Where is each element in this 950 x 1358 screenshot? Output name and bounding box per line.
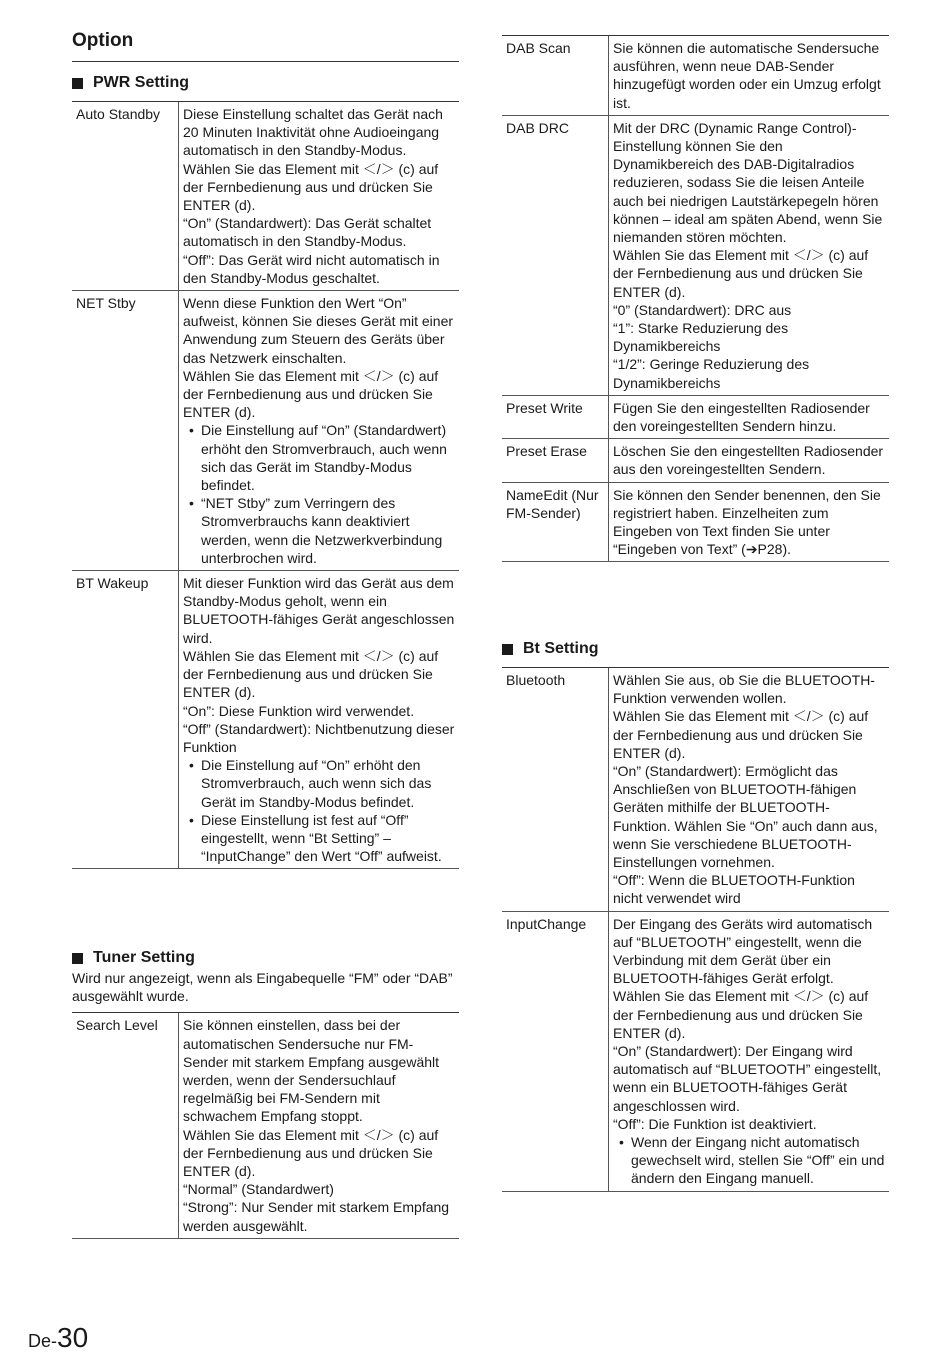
page-number: De- 30 xyxy=(28,1322,89,1353)
setting-description xyxy=(609,668,890,911)
description-paragraph: Fügen Sie den eingestellten Radiosender den voreingestellten Sendern hinzu. xyxy=(613,399,870,435)
setting-description xyxy=(179,571,460,869)
setting-name: BT Wakeup xyxy=(72,571,179,869)
description-paragraph: Wählen Sie das Element mit ＜/＞ (c) auf der Fernbedienung aus und drücken Sie ENTER (d). xyxy=(613,988,869,1041)
setting-name: Auto Standby xyxy=(72,102,179,291)
description-paragraph: “On”: Diese Funktion wird verwendet. xyxy=(183,702,415,719)
setting-name: Preset Erase xyxy=(502,439,609,482)
note-list xyxy=(183,756,455,865)
note-list xyxy=(183,421,455,567)
tuner-cont-table xyxy=(502,36,889,562)
note-item: • Die Einstellung auf “On” (Standardwert) erhöht den Stromverbrauch, auch wenn sich das Gerät im Standby-Modus befindet. xyxy=(201,421,455,494)
note-item: • Wenn der Eingang nicht automatisch gewechselt wird, stellen Sie “Off” ein und ändern den Eingang manuell. xyxy=(631,1133,885,1188)
description-paragraph: “Off”: Das Gerät wird nicht automatisch in den Standby-Modus geschaltet. xyxy=(183,251,440,286)
setting-description xyxy=(179,102,460,291)
setting-name: NET Stby xyxy=(72,291,179,571)
setting-name: Search Level xyxy=(72,1013,179,1238)
table-row xyxy=(72,1013,459,1238)
setting-name: Preset Write xyxy=(502,395,609,438)
tuner-heading: Tuner Setting xyxy=(72,949,459,967)
description-paragraph: Wählen Sie das Element mit ＜/＞ (c) auf der Fernbedienung aus und drücken Sie ENTER (d). xyxy=(183,647,439,701)
description-paragraph: “On” (Standardwert): Der Eingang wird automatisch auf “BLUETOOTH” eingestellt, wenn ein BLUETOOTH-fähiges Gerät angeschlossen wird. xyxy=(613,1043,882,1114)
bt-section xyxy=(502,640,889,1192)
pwr-heading: PWR Setting xyxy=(72,74,459,92)
pwr-section xyxy=(72,61,459,869)
description-paragraph: Wählen Sie das Element mit ＜/＞ (c) auf der Fernbedienung aus und drücken Sie ENTER (d). xyxy=(183,367,439,421)
description-paragraph: Löschen Sie den eingestellten Radiosender aus den voreingestellten Sendern. xyxy=(613,443,884,478)
table-row xyxy=(502,482,889,562)
setting-description xyxy=(609,395,890,438)
description-paragraph: “Off”: Die Funktion ist deaktiviert. xyxy=(613,1115,817,1132)
tuner-section xyxy=(72,949,459,1239)
description-paragraph: Wählen Sie das Element mit ＜/＞ (c) auf der Fernbedienung aus und drücken Sie ENTER (d). xyxy=(613,247,869,300)
square-bullet-icon xyxy=(72,953,83,964)
square-bullet-icon xyxy=(502,644,513,655)
setting-name: InputChange xyxy=(502,911,609,1191)
description-paragraph: Mit der DRC (Dynamic Range Control)-Einstellung können Sie den Dynamikbereich des DAB-Digitalradios reduzieren, sodass Sie die leisen Anteile auch bei niedrigen Lautstärkepegeln hören können – ideal am späten Abend, wenn Sie niemanden stören möchten. xyxy=(613,119,883,246)
description-paragraph: “Off” (Standardwert): Nichtbenutzung dieser Funktion xyxy=(183,720,455,755)
setting-name: NameEdit (Nur FM-Sender) xyxy=(502,482,609,562)
description-paragraph: Mit dieser Funktion wird das Gerät aus dem Standby-Modus geholt, wenn ein BLUETOOTH-fähiges Gerät angeschlossen wird. xyxy=(183,575,455,646)
table-row xyxy=(502,36,889,115)
table-row xyxy=(72,102,459,291)
description-paragraph: Wählen Sie das Element mit ＜/＞ (c) auf der Fernbedienung aus und drücken Sie ENTER (d). xyxy=(183,160,439,214)
setting-description xyxy=(609,911,890,1191)
description-paragraph: Sie können einstellen, dass bei der automatischen Sendersuche nur FM-Sender mit starkem Empfang ausgewählt werden, wenn der Sendersuchlauf regelmäßig bei FM-Sendern mit schwachem Empfang stoppt. xyxy=(183,1017,440,1125)
setting-name: DAB Scan xyxy=(502,36,609,115)
bt-table xyxy=(502,668,889,1192)
description-paragraph: “Off”: Wenn die BLUETOOTH-Funktion nicht verwendet wird xyxy=(613,872,855,907)
note-item: • Diese Einstellung ist fest auf “Off” eingestellt, wenn “Bt Setting” – “InputChange” den Wert “Off” aufweist. xyxy=(201,811,455,866)
table-row xyxy=(502,395,889,438)
setting-description xyxy=(609,115,890,395)
note-item: • Die Einstellung auf “On” erhöht den Stromverbrauch, auch wenn sich das Gerät im Standby-Modus befindet. xyxy=(201,756,455,811)
table-row xyxy=(72,571,459,869)
setting-name: Bluetooth xyxy=(502,668,609,911)
setting-description xyxy=(179,1013,460,1238)
setting-description xyxy=(609,439,890,482)
description-paragraph: “1/2”: Geringe Reduzierung des Dynamikbereichs xyxy=(613,356,810,391)
tuner-continued xyxy=(502,35,889,562)
description-paragraph: Wenn diese Funktion den Wert “On” aufweist, können Sie dieses Gerät mit einer Anwendung zum Steuern des Geräts über das Netzwerk einschalten. xyxy=(183,295,454,366)
table-row xyxy=(502,911,889,1191)
tuner-table xyxy=(72,1013,459,1238)
description-paragraph: Wählen Sie aus, ob Sie die BLUETOOTH-Funktion verwenden wollen. xyxy=(613,672,875,707)
description-paragraph: Diese Einstellung schaltet das Gerät nach 20 Minuten Inaktivität ohne Audioeingang automatisch in den Standby-Modus. xyxy=(183,106,443,159)
square-bullet-icon xyxy=(72,78,83,89)
setting-description xyxy=(609,36,890,115)
pwr-table xyxy=(72,102,459,869)
description-paragraph: “0” (Standardwert): DRC aus xyxy=(613,301,792,318)
description-paragraph: “1”: Starke Reduzierung des Dynamikbereichs xyxy=(613,320,789,355)
description-paragraph: Wählen Sie das Element mit ＜/＞ (c) auf der Fernbedienung aus und drücken Sie ENTER (d). xyxy=(613,708,869,761)
table-row xyxy=(72,291,459,571)
tuner-intro: Wird nur angezeigt, wenn als Eingabequelle “FM” oder “DAB” ausgewählt wurde. xyxy=(72,970,453,1005)
bt-heading: Bt Setting xyxy=(502,640,889,658)
setting-name: DAB DRC xyxy=(502,115,609,395)
table-row xyxy=(502,668,889,911)
divider xyxy=(72,61,459,62)
table-row xyxy=(502,439,889,482)
table-row xyxy=(502,115,889,395)
description-paragraph: “Normal” (Standardwert) xyxy=(183,1181,334,1198)
note-item: • “NET Stby” zum Verringern des Stromverbrauchs kann deaktiviert werden, wenn die Netzwerkverbindung unterbrochen wird. xyxy=(201,494,455,567)
setting-description xyxy=(179,291,460,571)
section-title: Option xyxy=(72,30,134,51)
description-paragraph: Sie können den Sender benennen, den Sie registriert haben. Einzelheiten zum Eingeben von Text finden Sie unter “Eingeben von Text” (➔P28). xyxy=(613,486,881,558)
note-list xyxy=(613,1133,885,1188)
description-paragraph: Der Eingang des Geräts wird automatisch auf “BLUETOOTH” eingestellt, wenn die Verbindung mit dem Gerät über ein BLUETOOTH-fähiges Gerät erfolgt. xyxy=(613,915,873,987)
description-paragraph: “On” (Standardwert): Ermöglicht das Anschließen von BLUETOOTH-fähigen Geräten mithilfe der BLUETOOTH-Funktion. Wählen Sie “On” auch dann aus, wenn Sie verschiedene BLUETOOTH-Einstellungen vornehmen. xyxy=(613,763,878,871)
description-paragraph: Sie können die automatische Sendersuche ausführen, wenn neue DAB-Sender hinzugefügt worden oder ein Umzug erfolgt ist. xyxy=(613,40,881,111)
description-paragraph: “On” (Standardwert): Das Gerät schaltet automatisch in den Standby-Modus. xyxy=(183,215,432,250)
description-paragraph: “Strong”: Nur Sender mit starkem Empfang werden ausgewählt. xyxy=(183,1199,450,1234)
description-paragraph: Wählen Sie das Element mit ＜/＞ (c) auf der Fernbedienung aus und drücken Sie ENTER (d). xyxy=(183,1126,439,1180)
setting-description xyxy=(609,482,890,562)
